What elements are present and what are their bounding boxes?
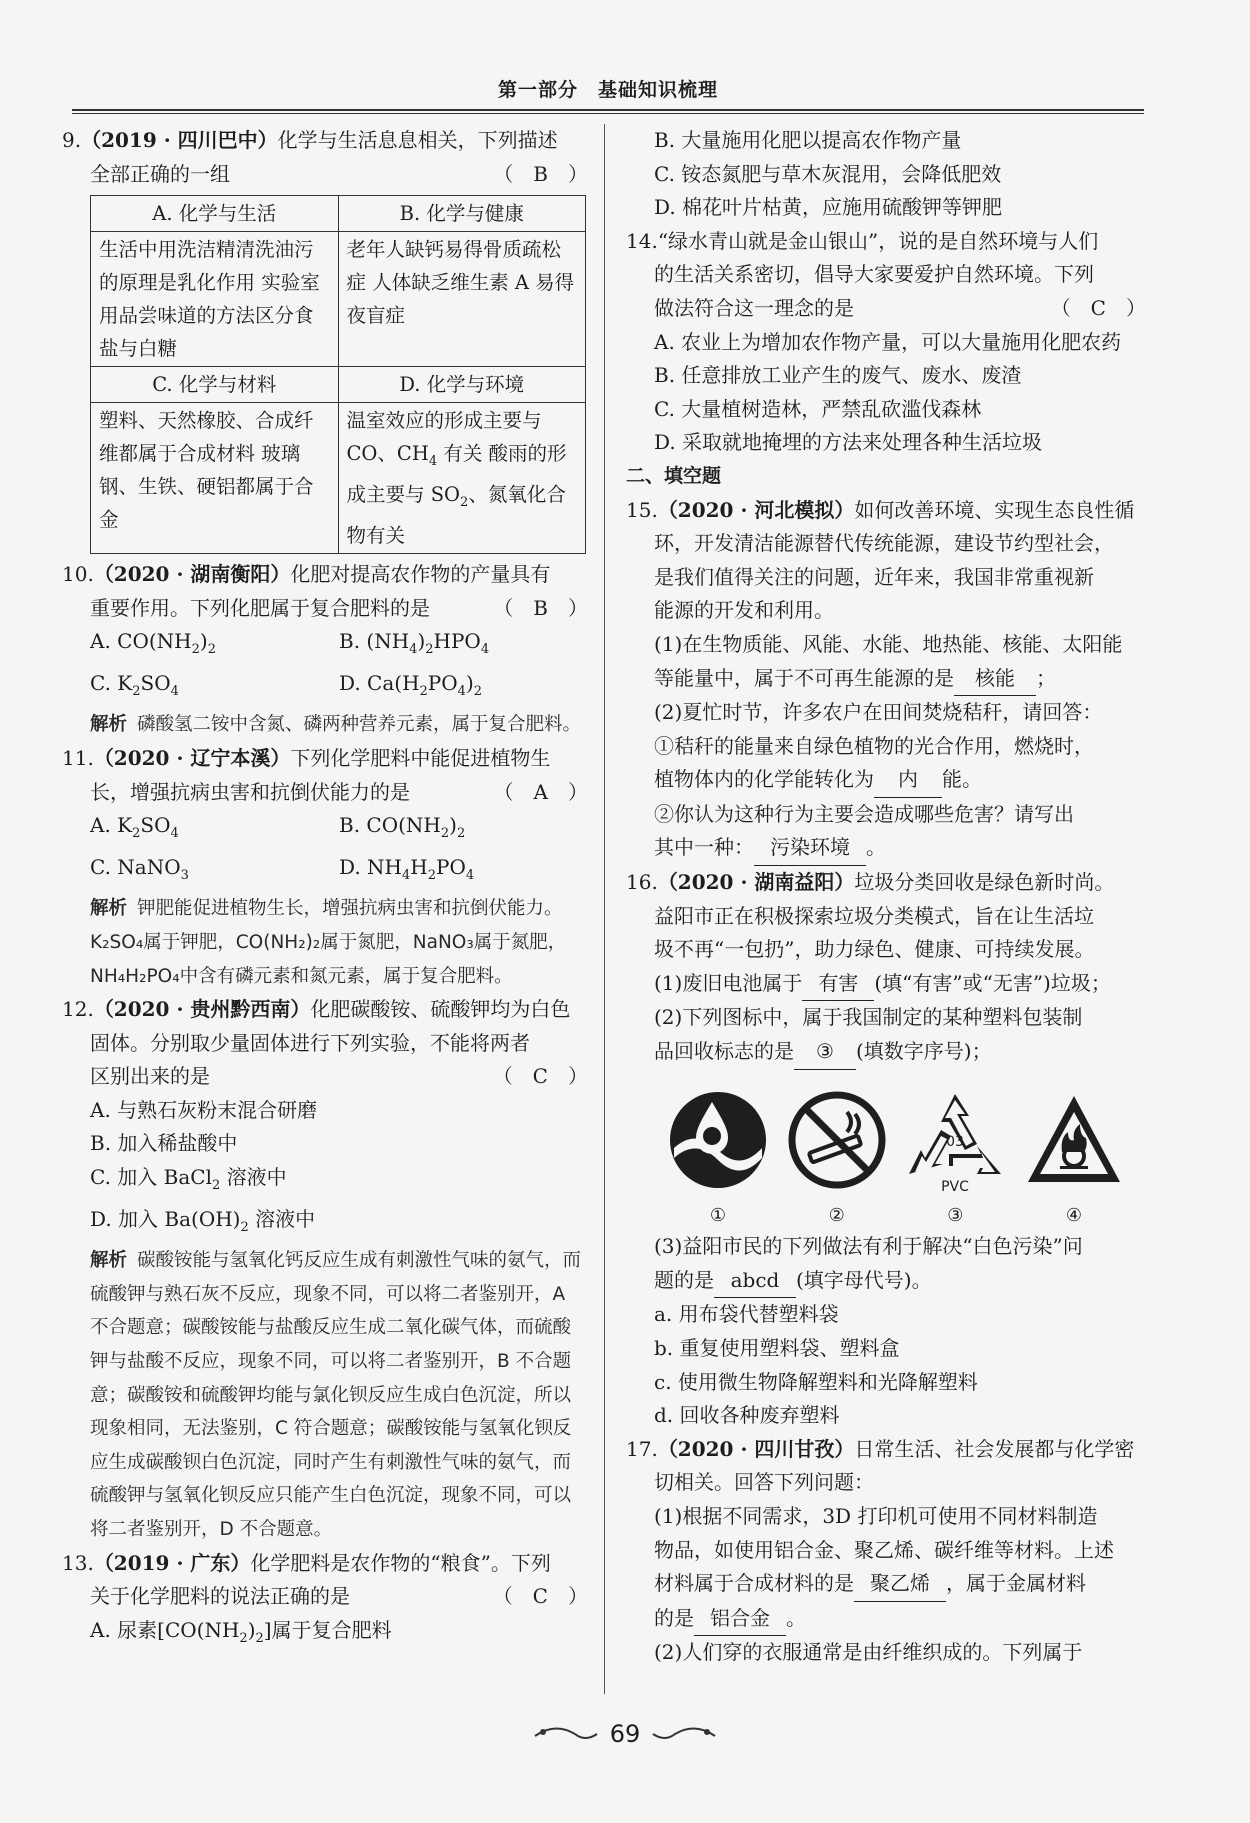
q16-part1-a: (1)废旧电池属于 xyxy=(654,970,803,995)
q12-source: （2020 · 贵州黔西南） xyxy=(93,997,311,1022)
page-number: 69 xyxy=(609,1720,641,1748)
q13-option-a xyxy=(62,1614,588,1656)
q16-part2-answer: ③ xyxy=(794,1035,856,1070)
q11-option-b xyxy=(339,809,588,851)
no-smoking-icon xyxy=(785,1088,889,1192)
right-column xyxy=(626,124,1146,1670)
q11-options-ab xyxy=(62,809,588,851)
q16-icon-label-4: ④ xyxy=(1065,1205,1083,1227)
question-14 xyxy=(626,225,1146,460)
q11-a-t1: A. K xyxy=(90,813,133,838)
q16-choice-a: a. 用布袋代替塑料袋 xyxy=(654,1302,839,1327)
header-title: 第一部分 基础知识梳理 xyxy=(497,79,718,101)
q15-part2b-end: 。 xyxy=(866,835,886,860)
q17-part1-d: 的是 xyxy=(654,1605,694,1630)
q10-c-s1: 2 xyxy=(132,683,141,699)
q17-part1-mid: ，属于金属材料 xyxy=(946,1571,1086,1596)
q11-d-s1: 4 xyxy=(401,867,411,883)
q15-stem-3: 是我们值得关注的问题，近年来，我国非常重视新 xyxy=(654,564,1094,589)
question-11 xyxy=(62,742,588,993)
q10-d-s2: 4 xyxy=(457,683,466,699)
q9-answer: （ B ） xyxy=(493,161,588,186)
q16-choice-d: d. 回收各种废弃塑料 xyxy=(654,1403,840,1428)
question-17 xyxy=(626,1433,1146,1670)
q15-part1-end: ； xyxy=(1036,665,1056,690)
q13-a-t2: ) xyxy=(247,1617,256,1642)
q15-part2a-end: 能。 xyxy=(942,767,982,792)
q9-table-a-body: 生活中用洗洁精清洗油污的原理是乳化作用 实验室用品尝味道的方法区分食盐与白糖 xyxy=(91,232,339,367)
q10-c-t1: C. K xyxy=(90,670,133,695)
q10-option-c xyxy=(90,667,339,709)
q11-a-t2: SO xyxy=(140,813,171,838)
q14-stem-3: 做法符合这一理念的是 xyxy=(654,295,854,320)
q13-option-c: C. 铵态氮肥与草木灰混用，会降低肥效 xyxy=(654,161,1002,186)
q12-d-t1: D. 加入 Ba(OH) xyxy=(90,1206,241,1231)
q10-options-ab xyxy=(62,625,588,667)
q17-part1-c: 材料属于合成材料的是 xyxy=(654,1571,854,1596)
q17-part1-b: 物品，如使用铝合金、聚乙烯、碳纤维等材料。上述 xyxy=(654,1537,1114,1562)
q17-number: 17. xyxy=(626,1436,658,1461)
question-10 xyxy=(62,558,588,742)
q11-option-d xyxy=(339,851,588,893)
q14-answer: （ C ） xyxy=(1050,295,1146,320)
q12-stem-3: 区别出来的是 xyxy=(90,1064,210,1089)
q11-d-s2: 2 xyxy=(427,867,436,883)
q17-part1-answer-1: 聚乙烯 xyxy=(854,1567,946,1602)
left-column xyxy=(62,124,588,1655)
q10-b-t3: HPO xyxy=(433,629,481,654)
q9-table-c-body: 塑料、天然橡胶、合成纤维都属于合成材料 玻璃钢、生铁、硬铝都属于合金 xyxy=(91,403,339,554)
q11-analysis-label: 解析 xyxy=(90,898,128,920)
q9-d-text-2: 有关 酸雨的形成主要与 SO xyxy=(346,442,567,507)
q16-stem-1: 垃圾分类回收是绿色新时尚。 xyxy=(854,870,1115,895)
q10-d-s3: 2 xyxy=(473,683,483,699)
q12-c-s1: 2 xyxy=(211,1178,221,1194)
question-16 xyxy=(626,866,1146,1433)
q11-b-s2: 2 xyxy=(456,826,466,842)
q13-stem-2: 关于化学肥料的说法正确的是 xyxy=(90,1584,350,1609)
q16-choice-c: c. 使用微生物降解塑料和光降解塑料 xyxy=(654,1369,978,1394)
q9-source: （2019 · 四川巴中） xyxy=(81,128,278,152)
q10-d-t3: ) xyxy=(465,670,474,695)
q16-part3-a: (3)益阳市民的下列做法有利于解决“白色污染”问 xyxy=(654,1234,1083,1259)
q10-source: （2020 · 湖南衡阳） xyxy=(93,561,291,586)
q11-a-s2: 4 xyxy=(170,826,179,842)
q16-icon-3 xyxy=(903,1088,1007,1231)
q9-table-b-body: 老年人缺钙易得骨质疏松症 人体缺乏维生素 A 易得夜盲症 xyxy=(338,232,586,367)
q10-b-s1: 4 xyxy=(409,642,418,658)
header-rule-thin xyxy=(72,113,1144,114)
q16-icon-1 xyxy=(666,1088,770,1231)
q11-d-t2: H xyxy=(410,854,428,879)
q17-part2: (2)人们穿的衣服通常是由纤维织成的。下列属于 xyxy=(654,1640,1083,1665)
column-divider xyxy=(604,124,605,1694)
q12-answer: （ C ） xyxy=(492,1064,588,1089)
q13-number: 13. xyxy=(62,1550,94,1575)
q11-analysis xyxy=(62,892,588,993)
q9-number: 9. xyxy=(62,128,82,152)
q10-b-t2: ) xyxy=(417,629,426,654)
water-drop-icon xyxy=(666,1088,770,1192)
q12-c-t2: 溶液中 xyxy=(220,1165,287,1190)
q12-d-s1: 2 xyxy=(240,1219,249,1235)
q16-part2-a: (2)下列图标中，属于我国制定的某种塑料包装制 xyxy=(654,1005,1083,1030)
q10-d-t1: D. Ca(H xyxy=(339,670,420,695)
q15-part2: (2)夏忙时节，许多农户在田间焚烧秸秆，请回答： xyxy=(654,700,1103,725)
q10-a-t2: ) xyxy=(199,629,208,654)
page-footer xyxy=(0,1716,1250,1756)
q16-part3-end: (填字母代号)。 xyxy=(796,1267,932,1292)
q9-table-a-head: A. 化学与生活 xyxy=(91,196,339,232)
q16-stem-3: 圾不再“一包扔”，助力绿色、健康、可持续发展。 xyxy=(654,937,1095,962)
recycle-code: PVC xyxy=(941,1178,970,1192)
q16-stem-2: 益阳市正在积极探索垃圾分类模式，旨在让生活垃 xyxy=(654,903,1094,928)
q15-part2b-1: ②你认为这种行为主要会造成哪些危害？请写出 xyxy=(654,801,1074,826)
q11-stem-1: 下列化学肥料中能促进植物生 xyxy=(290,745,551,770)
q14-stem-1: “绿水青山就是金山银山”，说的是自然环境与人们 xyxy=(657,228,1099,253)
q9-d-sub-1: 4 xyxy=(428,454,438,470)
oxidizer-warning-icon xyxy=(1022,1088,1126,1192)
q12-stem-1: 化肥碳酸铵、硫酸钾均为白色 xyxy=(310,997,571,1022)
q9-d-sub-2: 2 xyxy=(460,494,469,510)
q10-b-t1: B. (NH xyxy=(339,629,410,654)
q16-icon-label-1: ① xyxy=(709,1205,727,1227)
q13-a-t3: ]属于复合肥料 xyxy=(263,1617,392,1642)
q10-a-s2: 2 xyxy=(207,642,216,658)
q11-a-s1: 2 xyxy=(132,826,141,842)
q13-source: （2019 · 广东） xyxy=(93,1550,251,1575)
q10-c-s2: 4 xyxy=(170,683,179,699)
q14-option-c: C. 大量植树造林，严禁乱砍滥伐森林 xyxy=(654,396,982,421)
q14-stem-2: 的生活关系密切，倡导大家要爱护自然环境。下列 xyxy=(654,262,1094,287)
section-fill-in: 二、填空题 xyxy=(626,464,722,487)
q12-option-c xyxy=(62,1161,588,1203)
q10-analysis xyxy=(62,708,588,742)
q9-table xyxy=(90,195,586,554)
q17-part1-end: 。 xyxy=(786,1605,806,1630)
q15-part2b-answer: 污染环境 xyxy=(754,831,866,866)
q13-answer: （ C ） xyxy=(492,1584,588,1609)
q16-icon-2 xyxy=(785,1088,889,1231)
q12-option-d xyxy=(62,1203,588,1245)
q12-d-t2: 溶液中 xyxy=(248,1206,316,1231)
q12-option-a: A. 与熟石灰粉末混合研磨 xyxy=(90,1097,318,1122)
q10-stem-1: 化肥对提高农作物的产量具有 xyxy=(290,561,551,586)
q10-a-t1: A. CO(NH xyxy=(90,629,192,654)
q11-b-t2: ) xyxy=(449,813,457,838)
q16-choice-b: b. 重复使用塑料袋、塑料盒 xyxy=(654,1336,900,1360)
q11-d-t1: D. NH xyxy=(339,854,402,879)
q11-stem-2: 长，增强抗病虫害和抗倒伏能力的是 xyxy=(90,779,410,804)
q16-number: 16. xyxy=(626,870,658,895)
q14-option-d: D. 采取就地掩埋的方法来处理各种生活垃圾 xyxy=(654,430,1043,455)
q16-part1-end: (填“有害”或“无害”)垃圾； xyxy=(874,970,1111,995)
q14-option-b: B. 任意排放工业产生的废气、废水、废渣 xyxy=(654,363,1022,388)
q13-stem-1: 化学肥料是农作物的“粮食”。下列 xyxy=(250,1550,551,1575)
q15-part1-answer: 核能 xyxy=(954,662,1036,697)
q11-options-cd xyxy=(62,851,588,893)
q15-stem-2: 环，开发清洁能源替代传统能源，建设节约型社会， xyxy=(654,531,1114,556)
q13-a-s2: 2 xyxy=(255,1630,264,1646)
q11-c-t1: C. NaNO xyxy=(90,854,181,879)
q15-stem-4: 能源的开发和利用。 xyxy=(654,598,834,623)
q12-analysis xyxy=(62,1244,588,1546)
q15-part2a-1: ①秸秆的能量来自绿色植物的光合作用，燃烧时， xyxy=(654,733,1094,758)
q10-d-t2: PO xyxy=(427,670,458,695)
q15-part2a-2: 植物体内的化学能转化为 xyxy=(654,767,874,792)
q16-icon-label-3: ③ xyxy=(947,1205,964,1227)
q10-answer: （ B ） xyxy=(493,595,588,620)
q15-part2a-answer: 内 xyxy=(874,763,942,798)
q9-table-d-body xyxy=(338,403,586,554)
q9-d-text-1: 温室效应的形成主要与 CO、CH xyxy=(346,409,542,466)
q16-icon-label-2: ② xyxy=(828,1205,845,1227)
q10-option-a xyxy=(90,625,339,667)
q12-analysis-label: 解析 xyxy=(90,1250,128,1272)
q16-part3-answer: abcd xyxy=(714,1264,796,1299)
q17-part1-a: (1)根据不同需求，3D 打印机可使用不同材料制造 xyxy=(654,1503,1098,1528)
question-13 xyxy=(62,1547,588,1656)
q11-b-s1: 2 xyxy=(440,826,450,842)
q12-number: 12. xyxy=(62,997,94,1022)
q11-d-t3: PO xyxy=(436,854,466,879)
q14-number: 14. xyxy=(626,228,658,253)
q17-stem-1: 日常生活、社会发展都与化学密 xyxy=(854,1436,1135,1461)
q15-source: （2020 · 河北模拟） xyxy=(657,497,855,522)
q10-number: 10. xyxy=(62,561,94,586)
q16-icon-row xyxy=(666,1088,1126,1231)
header-rule xyxy=(72,109,1144,111)
ornament-icon xyxy=(525,1716,725,1752)
q16-part3-b: 题的是 xyxy=(654,1267,714,1292)
q13-a-s1: 2 xyxy=(239,1630,248,1646)
q12-stem-2: 固体。分别取少量固体进行下列实验，不能将两者 xyxy=(90,1030,530,1055)
q11-c-s1: 3 xyxy=(180,867,189,883)
question-9 xyxy=(62,124,588,554)
q10-options-cd xyxy=(62,667,588,709)
q15-part1-b: 等能量中，属于不可再生能源的是 xyxy=(654,665,954,690)
q17-stem-2: 切相关。回答下列问题： xyxy=(654,1470,874,1495)
q13-a-t1: A. 尿素[CO(NH xyxy=(90,1617,240,1642)
q11-option-a xyxy=(90,809,339,851)
q10-stem-2: 重要作用。下列化肥属于复合肥料的是 xyxy=(90,595,430,620)
q15-part2b-2: 其中一种： xyxy=(654,835,754,860)
q17-source: （2020 · 四川甘孜） xyxy=(657,1436,855,1461)
q10-b-s2: 2 xyxy=(425,642,434,658)
q9-table-b-head: B. 化学与健康 xyxy=(338,196,586,232)
q9-stem-1: 化学与生活息息相关，下列描述 xyxy=(277,128,558,152)
q17-part1-answer-2: 铝合金 xyxy=(694,1602,786,1637)
q10-d-s1: 2 xyxy=(419,683,428,699)
q11-analysis-text: 钾肥能促进植物生长，增强抗病虫害和抗倒伏能力。K₂SO₄属于钾肥，CO(NH₂)₂属于氮肥，NaNO₃属于氮肥，NH₄H₂PO₄中含有磷元素和氮元素，属于复合肥料。 xyxy=(90,898,567,987)
q16-icon-4 xyxy=(1022,1088,1126,1231)
question-15 xyxy=(626,494,1146,867)
q10-analysis-label: 解析 xyxy=(90,714,128,736)
q10-a-s1: 2 xyxy=(191,642,200,658)
q9-table-c-head: C. 化学与材料 xyxy=(91,367,339,403)
q13-option-b: B. 大量施用化肥以提高农作物产量 xyxy=(654,128,962,152)
q9-table-d-head: D. 化学与环境 xyxy=(338,367,586,403)
recycle-pvc-icon xyxy=(903,1088,1007,1192)
q11-b-t1: B. CO(NH xyxy=(339,813,441,838)
q15-part1-a: (1)在生物质能、风能、水能、地热能、核能、太阳能 xyxy=(654,631,1123,656)
q11-number: 11. xyxy=(62,745,94,770)
q16-part2-b: 品回收标志的是 xyxy=(654,1039,794,1064)
question-12 xyxy=(62,993,588,1547)
q11-source: （2020 · 辽宁本溪） xyxy=(93,745,291,770)
q15-stem-1: 如何改善环境、实现生态良性循 xyxy=(854,497,1135,522)
q13-option-d: D. 棉花叶片枯黄，应施用硫酸钾等钾肥 xyxy=(654,195,1003,220)
q12-option-b: B. 加入稀盐酸中 xyxy=(90,1131,238,1156)
q16-part2-end: (填数字序号)； xyxy=(856,1039,992,1064)
q11-answer: （ A ） xyxy=(493,779,588,804)
q10-option-d xyxy=(339,667,588,709)
q10-b-s3: 4 xyxy=(480,642,490,658)
q16-part1-answer: 有害 xyxy=(802,967,874,1002)
page-header xyxy=(72,76,1144,116)
q14-option-a: A. 农业上为增加农作物产量，可以大量施用化肥农药 xyxy=(654,329,1122,354)
q12-analysis-text: 碳酸铵能与氢氧化钙反应生成有刺激性气味的氨气，而硫酸钾与熟石灰不反应，现象不同，可以将二者鉴别开，A 不合题意；碳酸铵能与盐酸反应生成二氧化碳气体，而硫酸钾与盐酸不反应，现象不同，可以将二者鉴别开，B 不合题意；碳酸铵和硫酸钾均能与氯化钡反应生成白色沉淀，所以现象相同，无法鉴别，C 符合题意；碳酸铵能与氢氧化钡反应生成碳酸钡白色沉淀，同时产生有刺激性气味的氨气，而硫酸钾与氢氧化钡反应只能产生白色沉淀，现象不同，可以将二者鉴别开，D 不合题意。 xyxy=(90,1250,582,1540)
q12-c-t1: C. 加入 BaCl xyxy=(90,1165,212,1190)
recycle-number: 03 xyxy=(946,1133,965,1150)
q9-d-text-3: 、氮氧化合物有关 xyxy=(346,483,566,547)
q16-source: （2020 · 湖南益阳） xyxy=(657,870,855,895)
q11-option-c xyxy=(90,851,339,893)
q9-stem-2: 全部正确的一组 xyxy=(90,161,230,186)
q10-option-b xyxy=(339,625,588,667)
q10-analysis-text: 磷酸氢二铵中含氮、磷两种营养元素，属于复合肥料。 xyxy=(137,714,582,736)
q11-d-s3: 4 xyxy=(465,867,475,883)
q10-c-t2: SO xyxy=(140,670,171,695)
q15-number: 15. xyxy=(626,497,658,522)
